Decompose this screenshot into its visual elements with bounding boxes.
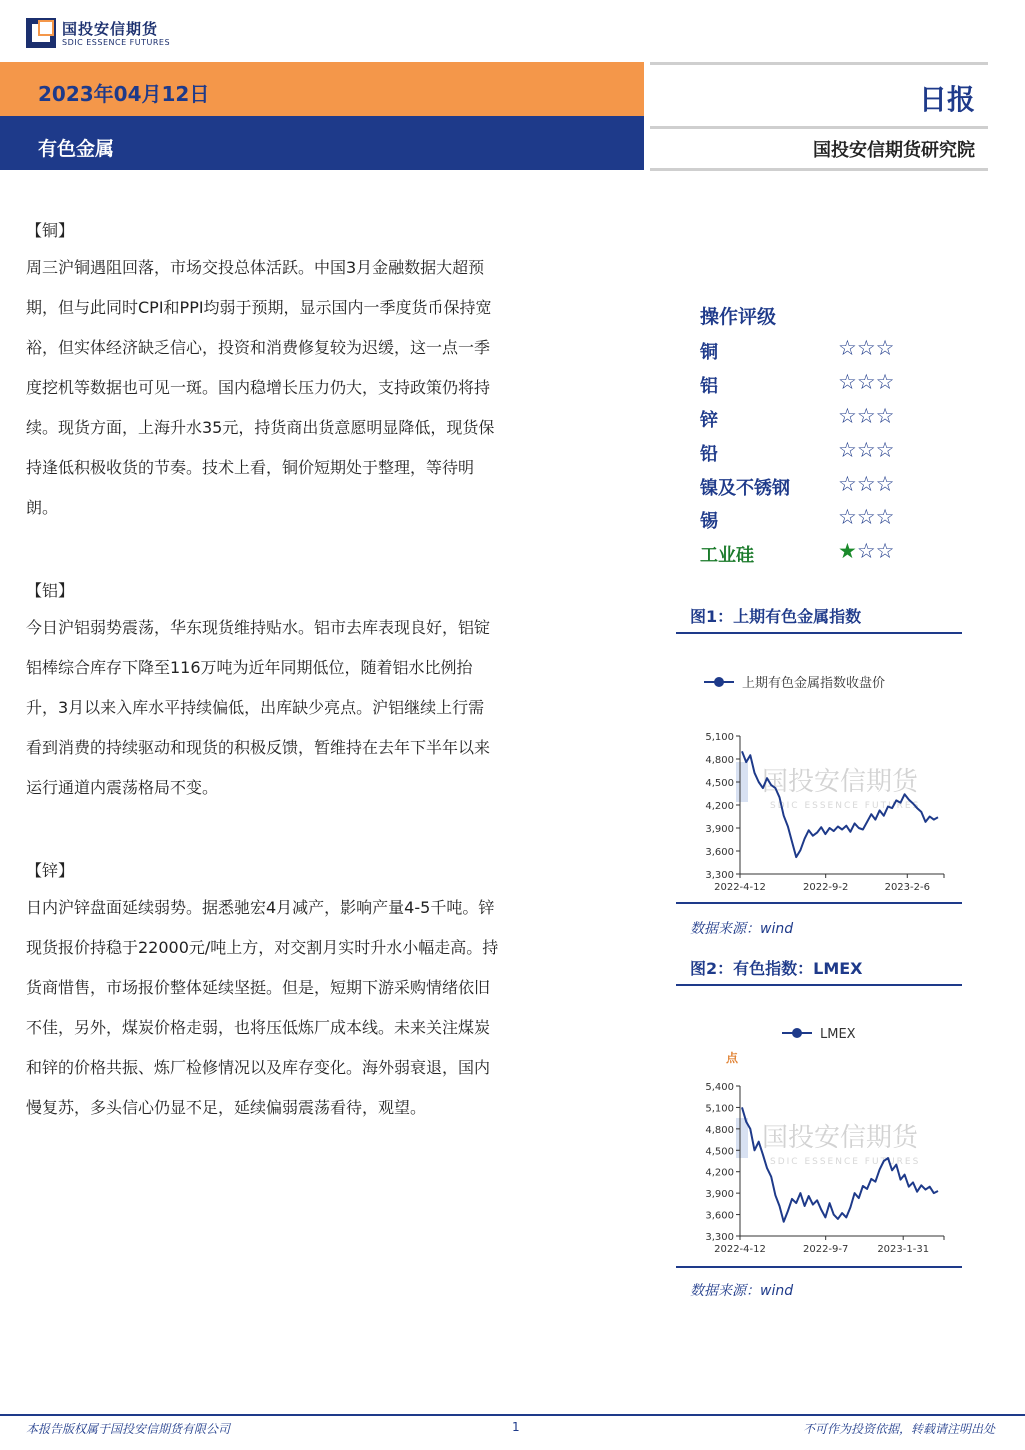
- watermark-en: SDIC ESSENCE FUTURES: [770, 1157, 921, 1167]
- y-axis-label: 点: [726, 1051, 739, 1065]
- text-line: 不佳，另外，煤炭价格走弱，也将压低炼厂成本线。未来关注煤炭: [26, 1018, 491, 1037]
- report-date: 2023年04月12日: [38, 82, 210, 106]
- text-line: 铝棒综合库存下降至116万吨为近年同期低位，随着铝水比例抬: [26, 658, 473, 677]
- y-tick-label: 3,300: [705, 870, 734, 881]
- star-rating-icon: ☆☆☆: [838, 404, 895, 428]
- rating-row-aluminum: [700, 372, 930, 406]
- report-type: 日报: [918, 83, 975, 116]
- watermark-cn: 国投安信期货: [762, 1123, 919, 1153]
- chart-1: [676, 660, 962, 900]
- filled-star-icon: ★: [838, 539, 857, 563]
- x-tick-label: 2022-9-7: [802, 1244, 849, 1255]
- figure-2-title: 图2：有色指数：LMEX: [690, 959, 863, 978]
- figure-rule: [676, 1266, 962, 1268]
- y-tick-label: 4,200: [705, 801, 734, 812]
- x-tick-label: 2022-4-12: [714, 882, 766, 893]
- text-line: 周三沪铜遇阻回落，市场交投总体活跃。中国3月金融数据大超预: [26, 258, 485, 277]
- y-tick-label: 5,100: [705, 732, 734, 743]
- legend-label: 上期有色金属指数收盘价: [742, 676, 886, 691]
- figure-1-source: 数据来源：wind: [690, 921, 794, 937]
- star-rating-icon: ☆☆☆: [838, 370, 895, 394]
- legend-label: LMEX: [820, 1027, 856, 1042]
- y-tick-label: 5,100: [705, 1103, 734, 1115]
- rating-name: 锡: [700, 511, 718, 532]
- text-line: 朗。: [26, 498, 59, 517]
- text-line: 看到消费的持续驱动和现货的积极反馈，暂维持在去年下半年以来: [26, 738, 491, 757]
- section-body-zinc: [26, 888, 608, 1128]
- text-line: 度挖机等数据也可见一斑。国内稳增长压力仍大，支持政策仍将持: [26, 378, 491, 397]
- rating-name: 镍及不锈钢: [700, 478, 790, 499]
- text-line: 日内沪锌盘面延续弱势。据悉驰宏4月减产，影响产量4-5千吨。锌: [26, 898, 495, 917]
- page-number: 1: [512, 1420, 520, 1434]
- legend-marker-icon: [714, 677, 724, 687]
- y-tick-label: 4,200: [705, 1167, 734, 1179]
- star-rating-icon: ☆☆☆: [838, 438, 895, 462]
- section-body-aluminum: [26, 608, 608, 808]
- y-tick-label: 4,500: [705, 1146, 734, 1158]
- rating-name: 铝: [700, 376, 718, 397]
- header-divider: [650, 62, 988, 65]
- figure-2-source: 数据来源：wind: [690, 1283, 794, 1299]
- rating-title: 操作评级: [700, 306, 777, 328]
- y-tick-label: 3,900: [705, 824, 734, 835]
- text-line: 升，3月以来入库水平持续偏低，出库缺少亮点。沪铝继续上行需: [26, 698, 485, 717]
- star-rating-icon: [838, 539, 894, 563]
- legend-marker-icon: [792, 1028, 802, 1038]
- text-line: 慢复苏，多头信心仍显不足，延续偏弱震荡看待，观望。: [26, 1098, 427, 1117]
- watermark-cn: 国投安信期货: [762, 767, 919, 797]
- text-line: 今日沪铝弱势震荡，华东现货维持贴水。铝市去库表现良好，铝锭: [26, 618, 491, 637]
- logo-name-en: SDIC ESSENCE FUTURES: [62, 38, 171, 47]
- star-rating-icon: ☆☆☆: [838, 472, 895, 496]
- y-tick-label: 4,800: [705, 755, 734, 766]
- watermark-en: SDIC ESSENCE FUTURES: [770, 801, 921, 811]
- rating-row-tin: [700, 507, 930, 541]
- empty-star-icon: ☆☆: [856, 539, 895, 563]
- y-tick-label: 4,800: [705, 1124, 734, 1136]
- x-tick-label: 2023-2-6: [884, 882, 930, 893]
- rating-row-silicon: [700, 541, 930, 575]
- footer-copyright: 本报告版权属于国投安信期货有限公司: [26, 1422, 231, 1436]
- x-tick-label: 2023-1-31: [877, 1244, 930, 1255]
- figure-rule: [676, 632, 962, 634]
- figure-rule: [676, 902, 962, 904]
- text-line: 货商惜售，市场报价整体延续坚挺。但是，短期下游采购情绪依旧: [26, 978, 491, 997]
- y-tick-label: 5,400: [705, 1082, 734, 1093]
- y-tick-label: 3,600: [705, 847, 734, 858]
- y-tick-label: 3,600: [705, 1210, 734, 1222]
- y-tick-label: 3,300: [705, 1232, 734, 1243]
- chart-2: [676, 1016, 962, 1268]
- watermark-logo-icon: [736, 1118, 748, 1158]
- star-rating-icon: ☆☆☆: [838, 336, 895, 360]
- text-line: 续。现货方面，上海升水35元，持货商出货意愿明显降低，现货保: [26, 418, 495, 437]
- y-tick-label: 4,500: [705, 778, 734, 789]
- section-title-zinc: 【锌】: [26, 861, 75, 880]
- institute-name: 国投安信期货研究院: [813, 140, 975, 161]
- x-tick-label: 2022-4-12: [714, 1244, 766, 1255]
- company-logo-icon: [26, 18, 56, 48]
- header-divider: [650, 168, 988, 171]
- text-line: 现货报价持稳于22000元/吨上方，对交割月实时升水小幅走高。持: [26, 938, 499, 957]
- rating-name: 锌: [700, 410, 718, 431]
- header-divider: [650, 126, 988, 129]
- text-line: 运行通道内震荡格局不变。: [26, 778, 219, 797]
- sector-name: 有色金属: [38, 138, 115, 160]
- footer-divider: [0, 1414, 1025, 1416]
- section-title-aluminum: 【铝】: [26, 581, 75, 600]
- logo-name-cn: 国投安信期货: [62, 20, 159, 38]
- figure-rule: [676, 984, 962, 986]
- footer-disclaimer: 不可作为投资依据，转载请注明出处: [802, 1422, 995, 1436]
- rating-row-lead: [700, 440, 930, 474]
- rating-row-copper: [700, 338, 930, 372]
- x-tick-label: 2022-9-2: [802, 882, 849, 893]
- rating-name: 铜: [700, 342, 718, 363]
- section-title-copper: 【铜】: [26, 221, 75, 240]
- text-line: 期，但与此同时CPI和PPI均弱于预期，显示国内一季度货币保持宽: [26, 298, 492, 317]
- figure-1-title: 图1：上期有色金属指数: [690, 607, 862, 626]
- star-rating-icon: ☆☆☆: [838, 505, 895, 529]
- y-tick-label: 3,900: [705, 1189, 734, 1201]
- text-line: 裕，但实体经济缺乏信心，投资和消费修复较为迟缓，这一点一季: [26, 338, 491, 357]
- rating-row-nickel: [700, 474, 930, 508]
- text-line: 持逢低积极收货的节奏。技术上看，铜价短期处于整理，等待明: [26, 458, 475, 477]
- rating-row-zinc: [700, 406, 930, 440]
- rating-name: 铅: [700, 444, 718, 465]
- section-body-copper: [26, 248, 608, 528]
- rating-name: 工业硅: [700, 545, 754, 566]
- text-line: 和锌的价格共振、炼厂检修情况以及库存变化。海外弱衰退，国内: [26, 1058, 491, 1077]
